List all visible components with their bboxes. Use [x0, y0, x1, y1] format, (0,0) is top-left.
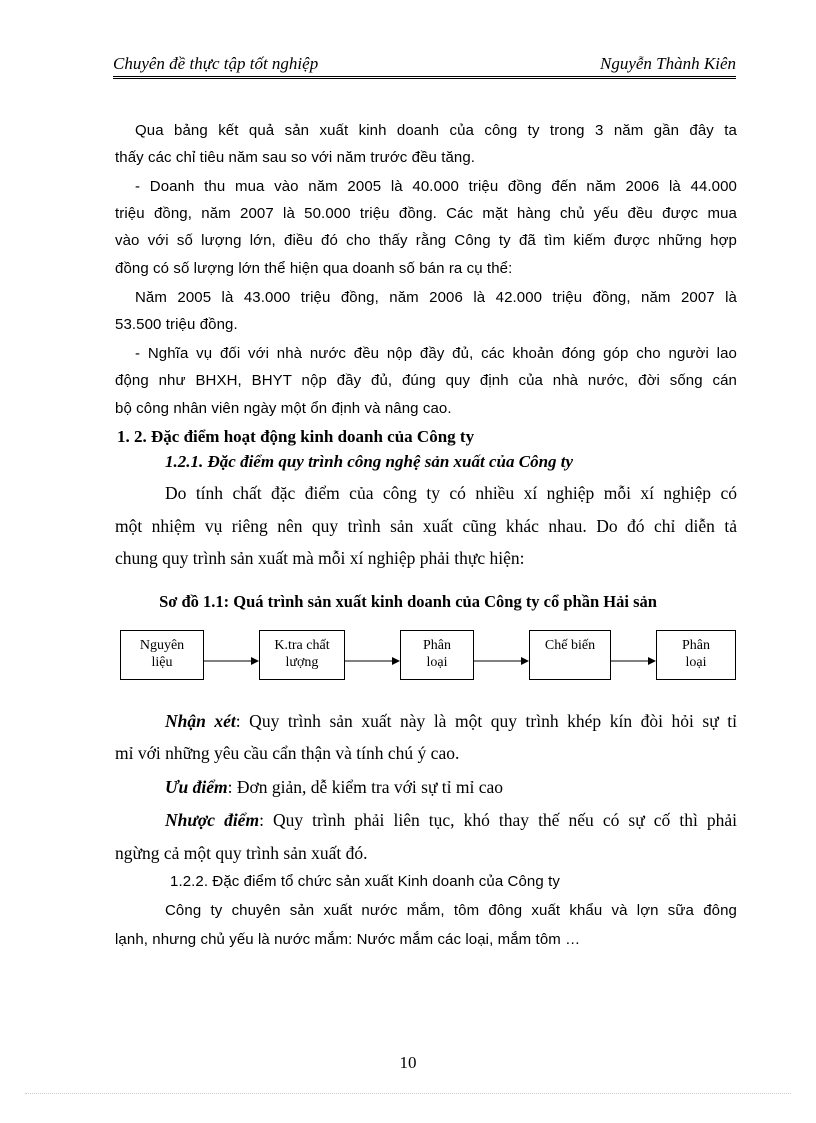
text-line: 53.500 triệu đồng. — [115, 316, 238, 333]
page-number: 10 — [399, 1053, 417, 1072]
header-left-title: Chuyên đề thực tập tốt nghiệp — [113, 54, 319, 73]
box-label: loại — [426, 655, 448, 670]
text-line: Năm 2005 là 43.000 triệu đồng, năm 2006 là 42.000 triệu đồng, năm 2007 là — [135, 289, 737, 306]
box-label: K.tra chất — [274, 638, 330, 653]
text-line: - Nghĩa vụ đối với nhà nước đều nộp đầy đủ, các khoản đóng góp cho người lao — [135, 345, 737, 362]
remark-label: Nhận xét — [165, 711, 236, 731]
text-line: Qua bảng kết quả sản xuất kinh doanh của công ty trong 3 năm gần đây ta — [135, 122, 737, 139]
text-line: Công ty chuyên sản xuất nước mắm, tôm đông xuất khẩu và lợn sữa đông — [165, 902, 737, 919]
header-author: Nguyễn Thành Kiên — [600, 54, 736, 73]
text-line: Do tính chất đặc điểm của công ty có nhiều xí nghiệp mỗi xí nghiệp có — [165, 483, 737, 503]
box-label: loại — [685, 655, 707, 670]
text-line: một nhiệm vụ riêng nên quy trình sản xuất cũng khác nhau. Do đó chỉ diễn tả — [115, 516, 737, 536]
text-line: bộ công nhân viên ngày một ổn định và nâng cao. — [115, 400, 452, 417]
diagram-caption: Sơ đồ 1.1: Quá trình sản xuất kinh doanh của Công ty cổ phần Hải sản — [159, 592, 657, 611]
box-label: Chế biến — [544, 638, 596, 653]
text-line: lạnh, nhưng chủ yếu là nước mắm: Nước mắm các loại, mắm tôm … — [115, 931, 581, 948]
remark-label: Nhược điểm — [165, 810, 260, 830]
text-line: chung quy trình sản xuất mà mỗi xí nghiệp phải thực hiện: — [115, 548, 525, 568]
box-label: liệu — [151, 655, 173, 670]
text-line: triệu đồng, năm 2007 là 50.000 triệu đồng. Các mặt hàng chủ yếu đều được mua — [115, 205, 737, 222]
section-2-body-line-1 — [165, 897, 737, 924]
page-bottom-edge — [25, 1093, 791, 1094]
remark-nhuoc-diem — [115, 805, 737, 835]
remark-nhan-xet — [115, 706, 737, 736]
remark-uu-diem — [115, 772, 737, 802]
text-line: đồng có số lượng lớn thể hiện qua doanh số bán ra cụ thể: — [115, 260, 513, 277]
section-2-heading — [170, 868, 730, 895]
box-label: Phân — [682, 638, 710, 653]
text-line: ngừng cả một quy trình sản xuất đó. — [115, 843, 368, 863]
box-label: Phân — [423, 638, 451, 653]
box-label: Nguyên — [139, 638, 185, 653]
text-line: : Quy trình sản xuất này là một quy trình khép kín đòi hỏi sự tỉ — [235, 711, 737, 731]
box-label: lượng — [285, 655, 319, 670]
text-line: vào với số lượng lớn, điều đó cho thấy rằng Công ty đã tìm kiếm được những hợp — [115, 232, 737, 249]
remark-nhan-xet-line-2 — [115, 738, 737, 768]
subsection-heading: 1.2.1. Đặc điểm quy trình công nghệ sản xuất của Công ty — [165, 452, 574, 471]
text-line: : Đơn giản, dễ kiểm tra với sự tỉ mỉ cao — [227, 777, 504, 797]
text-line: : Quy trình phải liên tục, khó thay thế nếu có sự cố thì phải — [259, 810, 737, 830]
section-heading: 1. 2. Đặc điểm hoạt động kinh doanh của Công ty — [117, 427, 475, 446]
text-line: động như BHXH, BHYT nộp đầy đủ, đúng quy định của nhà nước, đời sống cán — [115, 372, 737, 389]
text-line: - Doanh thu mua vào năm 2005 là 40.000 triệu đồng đến năm 2006 là 44.000 — [135, 178, 737, 195]
remark-label: Ưu điểm — [165, 777, 228, 797]
text-line: thấy các chỉ tiêu năm sau so với năm trước đều tăng. — [115, 149, 476, 166]
remark-nhuoc-diem-line-2 — [115, 838, 737, 868]
text-line: 1.2.2. Đặc điểm tổ chức sản xuất Kinh doanh của Công ty — [170, 873, 560, 890]
text-line: mỉ với những yêu cầu cẩn thận và tính chú ý cao. — [115, 743, 460, 763]
section-2-body-line-2 — [115, 926, 737, 953]
